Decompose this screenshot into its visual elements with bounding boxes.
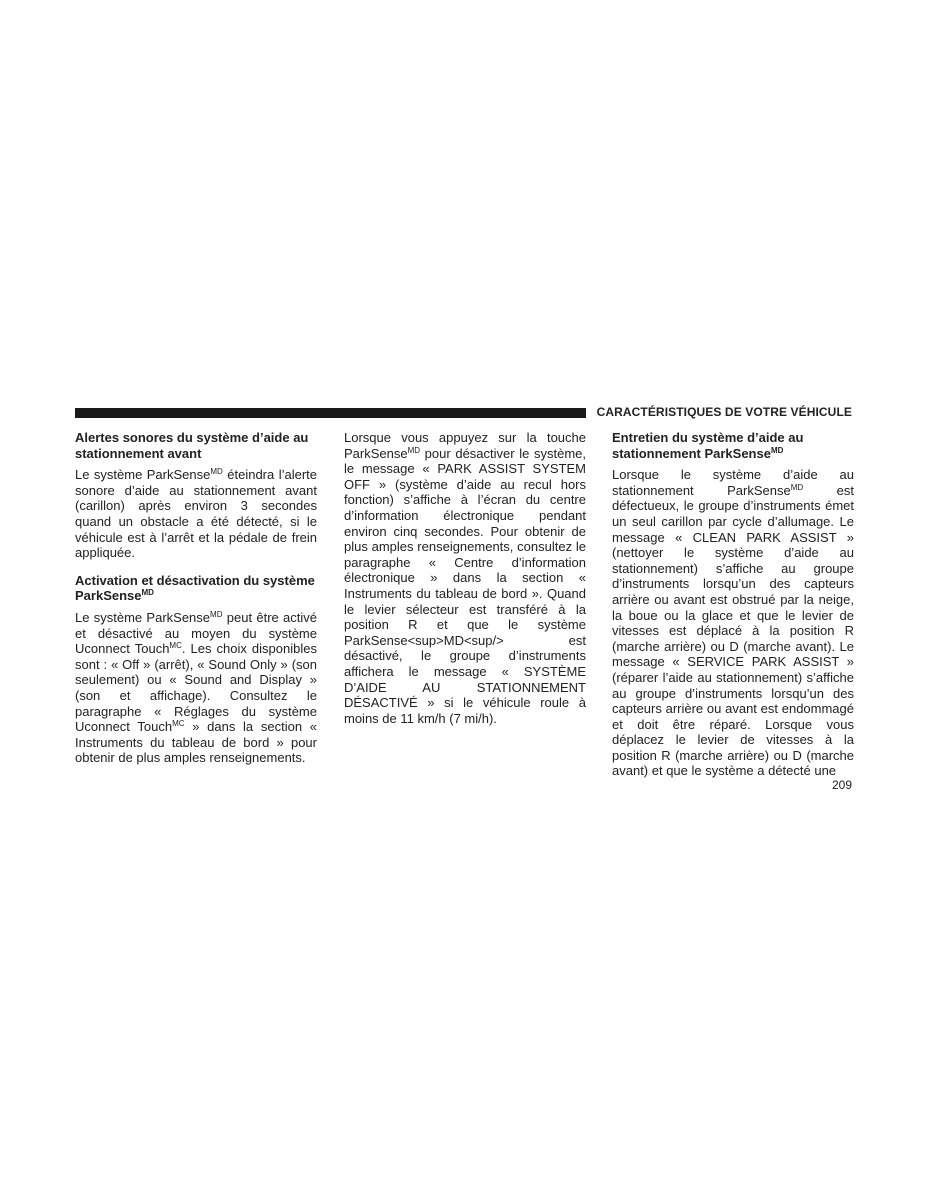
column-3 xyxy=(612,430,854,791)
paragraph-maintenance: Lorsque le système d’aide au stationnement ParkSense$^{MD}$ est défectueux, le groupe d’instruments émet un seul carillon par cycle d’allumage. Le message « CLEAN PARK ASSIST » (nettoyer le système d’aide au stationnement) s’affiche au groupe d’instruments lorsqu’un des capteurs arrière ou avant est obstrué par la neige, la boue ou la glace et que le levier de vitesses est déplacé à la position R (marche arrière) ou D (marche avant). Le message « SERVICE PARK ASSIST » (réparer l’aide au stationnement) s’affiche au groupe d’instruments lorsqu’un des capteurs arrière ou avant est endommagé et doit être réparé. Lorsque vous déplacez le levier de vitesses à la position R (marche arrière) ou D (marche avant) et que le système a détecté une xyxy=(612,467,854,779)
heading-front-park-alerts: Alertes sonores du système d’aide au stationnement avant xyxy=(75,430,309,461)
header-rule-bar xyxy=(75,408,586,418)
paragraph-activation: Le système ParkSense$^{MD}$ peut être activé et désactivé au moyen du système Uconnect Touch$^{MC}$. Les choix disponibles sont : « Off » (arrêt), « Sound Only » (son seulement) ou « Sound and Display » (son et affichage). Consultez le paragraphe « Réglages du système Uconnect Touch$^{MC}$ » dans la section « Instruments du tableau de bord » pour obtenir de plus amples renseignements. xyxy=(75,609,317,766)
heading-activation: Activation et désactivation du système ParkSense$^{MD}$ xyxy=(75,572,315,604)
column-1 xyxy=(75,430,317,778)
heading-maintenance: Entretien du système d’aide au stationnement ParkSense$^{MD}$ xyxy=(612,430,804,461)
page-number: 209 xyxy=(831,778,852,792)
section-title: CARACTÉRISTIQUES DE VOTRE VÉHICULE xyxy=(596,405,852,419)
paragraph-front-park-alerts: Le système ParkSense$^{MD}$ éteindra l’alerte sonore d’aide au stationnement avant (carillon) après environ 3 secondes quand un obstacle a été détecté, si le véhicule est à l’arrêt et la pédale de frein appliquée. xyxy=(75,467,317,561)
paragraph-parksense-off: Lorsque vous appuyez sur la touche ParkSense$^{MD}$ pour désactiver le système, le message « PARK ASSIST SYSTEM OFF » (système d’aide au recul hors fonction) s’affiche à l’écran du centre d’information électronique pendant environ cinq secondes. Pour obtenir de plus amples renseignements, consultez le paragraphe « Centre d’information électronique » dans la section « Instruments du tableau de bord ». Quand le levier sélecteur est transféré à la position R et que le système ParkSense<sup>MD<sup/> est désactivé, le groupe d’instruments affichera le message « SYSTÈME D’AIDE AU STATIONNEMENT DÉSACTIVÉ » si le véhicule roule à moins de 11 km/h (7 mi/h). xyxy=(344,430,586,726)
column-2 xyxy=(344,430,586,738)
